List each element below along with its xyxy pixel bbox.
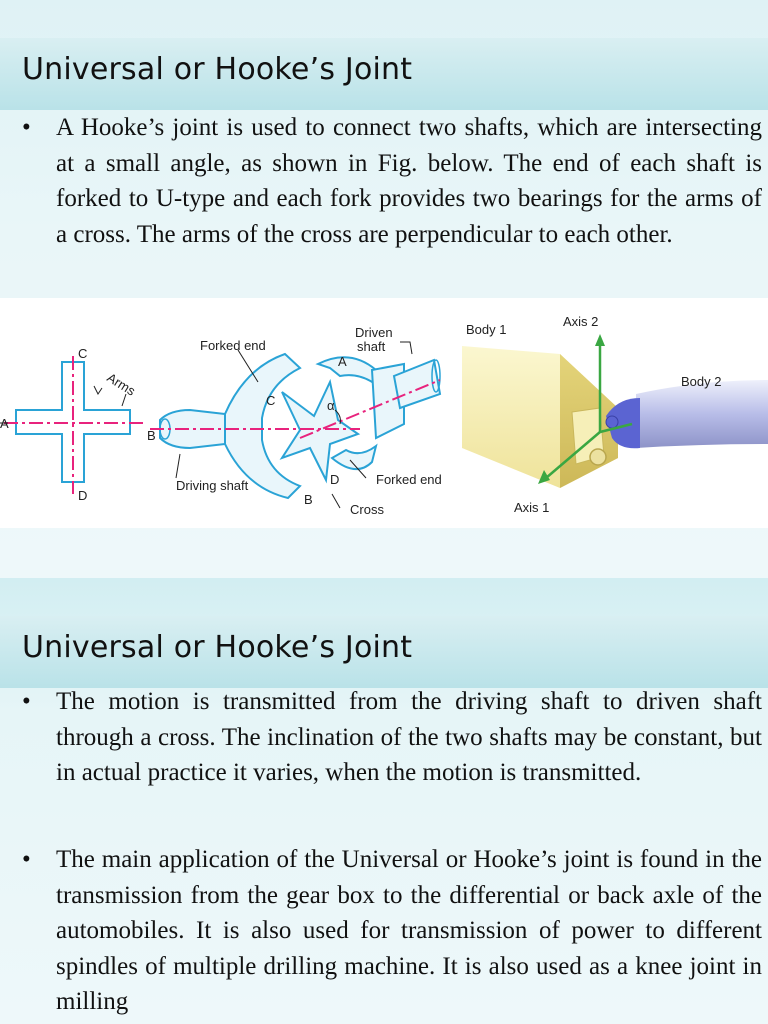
joint-label-cross: Cross [350,502,384,517]
bullet-marker: • [22,688,31,715]
render-label-axis2: Axis 2 [563,314,599,329]
cross-label-a: A [0,416,9,431]
joint-label-alpha: α [327,398,335,413]
figure-svg [0,298,768,528]
joint-render [462,314,768,515]
cross-label-c: C [78,346,88,361]
cross-label-d: D [78,488,88,503]
bullet-text: The motion is transmitted from the driving shaft to driven shaft through a cross. The inclination of the two shafts may be constant, but in actual practice it varies, when the motion is transmitted. [56,688,762,786]
bullet-point [22,684,762,791]
slide-2 [0,578,768,1024]
render-label-body1: Body 1 [466,322,507,337]
bullet-text: A Hooke’s joint is used to connect two shafts, which are intersecting at a small angle, as shown in Fig. below. The end of each shaft is forked to U-type and each fork provides two bearings for the arms of a cross. The arms of the cross are perpendicular to each other. [56,114,762,248]
joint-label-d: D [330,472,340,487]
joint-label-a: A [338,354,347,369]
joint-label-shaft: shaft [357,339,386,354]
bullet-point [22,110,762,252]
slide-title: Universal or Hooke’s Joint [22,630,413,665]
joint-diagram [150,325,442,517]
cross-label-b: B [147,428,156,443]
render-label-axis1: Axis 1 [514,500,550,515]
joint-label-c: C [266,393,276,408]
cross-diagram [0,346,156,503]
bullet-point [22,842,762,1020]
bullet-marker: • [22,114,31,141]
slide-title: Universal or Hooke’s Joint [22,52,413,87]
hooke-joint-figure [0,298,768,528]
joint-label-forked-end-bottom: Forked end [376,472,442,487]
joint-label-driving-shaft: Driving shaft [176,478,249,493]
joint-label-driven: Driven [355,325,393,340]
render-label-body2: Body 2 [681,374,722,389]
cross-label-arms: Arms [104,369,139,399]
joint-label-b: B [304,492,313,507]
joint-label-forked-end-top: Forked end [200,338,266,353]
bullet-text: The main application of the Universal or Hooke’s joint is found in the transmission from the gear box to the differential or back axle of the automobiles. It is also used for transmission of power to different spindles of multiple drilling machine. It is also used as a knee joint in milling [56,846,762,1015]
bullet-marker: • [22,846,31,873]
